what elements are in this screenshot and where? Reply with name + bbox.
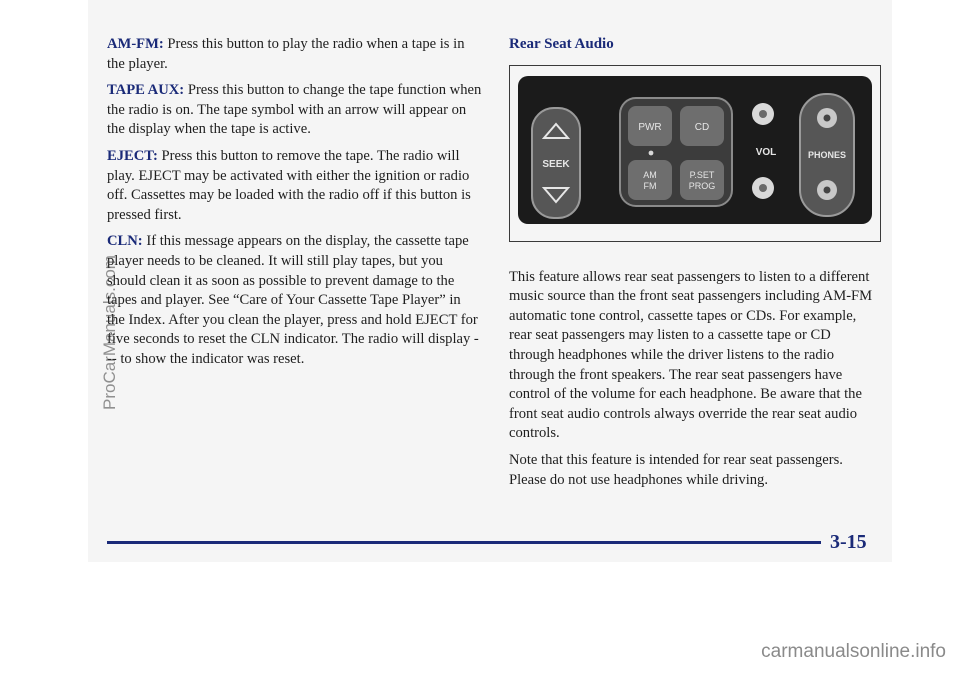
rear-audio-note: Note that this feature is intended for rear seat passengers. Please do not use headphones while driving. — [509, 451, 843, 488]
am-fm-term: AM-FM: — [107, 36, 164, 52]
site-footer-link[interactable]: carmanualsonline.info — [761, 641, 946, 662]
fm-label: FM — [643, 180, 657, 191]
watermark: ProCarManuals.com — [100, 255, 119, 410]
rear-seat-audio-panel-illustration — [510, 66, 880, 241]
rear-seat-audio-figure — [509, 65, 881, 242]
right-column — [509, 35, 879, 497]
am-fm-text: Press this button to play the radio when a tape is in the player. — [107, 36, 465, 72]
volume-knob-down-center — [759, 184, 767, 192]
am-fm-button — [628, 160, 672, 200]
cln-paragraph — [107, 232, 482, 369]
pset-label: P.SET — [689, 169, 715, 180]
left-column — [107, 35, 482, 377]
eject-term: EJECT: — [107, 147, 158, 164]
pwr-label: PWR — [638, 121, 662, 133]
indicator-dot — [649, 150, 654, 155]
footer-rule — [107, 541, 821, 544]
tape-aux-term: TAPE AUX: — [107, 82, 185, 99]
prog-label: PROG — [688, 180, 716, 191]
eject-text: Press this button to remove the tape. The radio will play. EJECT may be activated with either the ignition or radio off. Cassettes may be loaded with the radio off if this button is pressed first. — [107, 147, 471, 223]
cln-term: CLN: — [107, 233, 143, 250]
section-heading: Rear Seat Audio — [509, 36, 614, 52]
rear-audio-description: This feature allows rear seat passengers to listen to a different music source than the front seat passengers including AM-FM automatic tone control, cassette tapes or CDs. For example, rear seat passengers may listen to a cassette tape or CD through headphones while the driver listens to the radio through the front speakers. The rear seat passengers have control of the volume for each headphone. Be aware that the front seat audio controls always override the rear seat audio controls. — [509, 268, 873, 442]
cd-label: CD — [694, 121, 710, 133]
volume-knob-up-center — [759, 110, 767, 118]
seek-label: SEEK — [542, 158, 570, 170]
page-number: 3-15 — [830, 531, 867, 553]
cln-text: If this message appears on the display, the cassette tape player needs to be cleaned. It will still play tapes, but you should clean it as soon as possible to prevent damage to the tapes and player. See “Care of Your Cassette Tape Player” in the Index. After you clean the player, press and hold EJECT for five seconds to reset the CLN indicator. The radio will display --- to show the indicator was reset. — [107, 233, 479, 367]
tape-aux-text: Press this button to change the tape function when the radio is on. The tape symbol with an arrow will appear on the display when the tape is active. — [107, 82, 482, 138]
phones-label: PHONES — [807, 149, 847, 160]
tape-aux-paragraph — [107, 81, 482, 140]
headphone-jack-upper-hole — [824, 114, 831, 121]
am-fm-paragraph — [107, 35, 482, 74]
headphone-jack-lower-hole — [824, 186, 831, 193]
am-label: AM — [643, 169, 657, 180]
vol-label: VOL — [755, 146, 777, 158]
eject-paragraph — [107, 147, 482, 225]
pset-prog-button — [680, 160, 724, 200]
